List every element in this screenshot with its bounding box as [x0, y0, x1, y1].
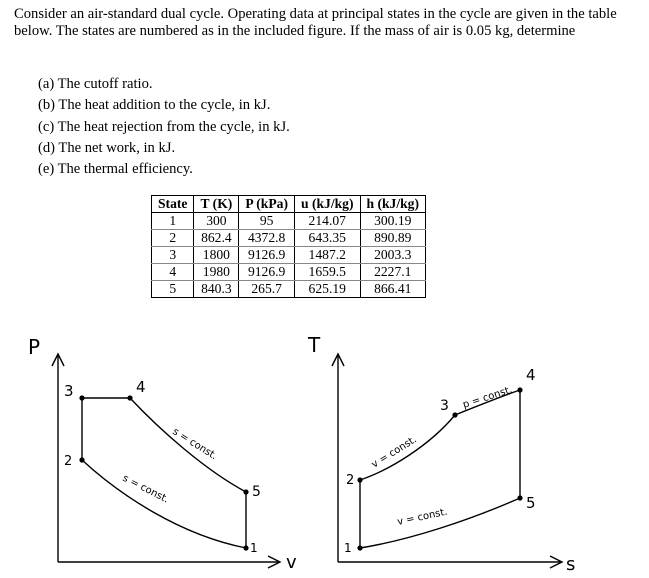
table-cell: 300 [194, 213, 239, 230]
table-cell: 840.3 [194, 281, 239, 298]
state-table [151, 195, 426, 298]
table-row [152, 230, 426, 247]
ts-annotation-p: p = const. [461, 384, 514, 411]
table-cell: 1980 [194, 264, 239, 281]
pv-label-3: 3 [64, 382, 74, 400]
pv-x-axis-label: v [286, 552, 297, 573]
header-state: State [152, 196, 194, 213]
table-cell: 9126.9 [239, 247, 295, 264]
table-row [152, 247, 426, 264]
question-a: (a) The cutoff ratio. [38, 76, 153, 92]
pv-point-4 [127, 395, 132, 400]
table-cell: 5 [152, 281, 194, 298]
table-cell: 2227.1 [360, 264, 426, 281]
header-internal-energy: u (kJ/kg) [294, 196, 360, 213]
header-enthalpy: h (kJ/kg) [360, 196, 426, 213]
table-row [152, 264, 426, 281]
question-c: (c) The heat rejection from the cycle, in kJ. [38, 118, 290, 135]
ts-point-1 [357, 545, 362, 550]
table-cell: 300.19 [360, 213, 426, 230]
table-cell: 9126.9 [239, 264, 295, 281]
cycle-diagrams [0, 320, 649, 578]
ts-point-4 [517, 387, 522, 392]
table-cell: 643.35 [294, 230, 360, 247]
ts-x-axis-label: s [566, 554, 576, 575]
header-temperature: T (K) [194, 196, 239, 213]
table-cell: 4 [152, 264, 194, 281]
question-list [38, 74, 290, 180]
ts-y-axis-label: T [308, 333, 321, 357]
table-row [152, 281, 426, 298]
table-header-row [152, 196, 426, 213]
question-d: (d) The net work, in kJ. [38, 139, 176, 156]
ts-label-5: 5 [526, 494, 536, 512]
pv-y-axis-label: P [28, 335, 41, 359]
table-cell: 2 [152, 230, 194, 247]
pv-label-2: 2 [64, 454, 73, 469]
table-cell: 1487.2 [294, 247, 360, 264]
question-b: (b) The heat addition to the cycle, in kJ. [38, 97, 271, 114]
pv-point-5 [243, 489, 248, 494]
table-cell: 1800 [194, 247, 239, 264]
table-cell: 95 [239, 213, 295, 230]
table-cell: 890.89 [360, 230, 426, 247]
pv-label-4: 4 [136, 378, 146, 396]
ts-annotation-v-lower: v = const. [396, 506, 449, 528]
table-row [152, 213, 426, 230]
ts-diagram [332, 354, 562, 568]
pv-annotation-lower: s = const. [120, 472, 171, 506]
pv-diagram [52, 354, 280, 568]
ts-annotation-v-upper: v = const. [369, 434, 419, 471]
table-cell: 625.19 [294, 281, 360, 298]
ts-point-5 [517, 495, 522, 500]
header-pressure: P (kPa) [239, 196, 295, 213]
ts-label-3: 3 [440, 398, 449, 414]
pv-label-5: 5 [252, 484, 261, 500]
ts-point-2 [357, 477, 362, 482]
pv-annotation-upper: s = const. [170, 426, 219, 463]
pv-state-points [79, 395, 248, 550]
table-cell: 1659.5 [294, 264, 360, 281]
table-cell: 265.7 [239, 281, 295, 298]
ts-label-4: 4 [526, 366, 536, 384]
table-cell: 1 [152, 213, 194, 230]
pv-point-3 [79, 395, 84, 400]
problem-intro: Consider an air-standard dual cycle. Operating data at principal states in the cycle are given in the table below. The states are numbered as in the included figure. If the mass of air is 0.05 kg, determine [14, 6, 617, 39]
pv-point-1 [243, 545, 248, 550]
question-e: (e) The thermal efficiency. [38, 161, 193, 178]
table-cell: 3 [152, 247, 194, 264]
ts-point-3 [452, 412, 457, 417]
pv-point-2 [79, 457, 84, 462]
ts-label-2: 2 [346, 473, 355, 488]
ts-label-1: 1 [344, 541, 352, 555]
table-cell: 4372.8 [239, 230, 295, 247]
table-cell: 2003.3 [360, 247, 426, 264]
table-cell: 214.07 [294, 213, 360, 230]
table-cell: 866.41 [360, 281, 426, 298]
ts-process-5-1 [360, 498, 520, 548]
table-cell: 862.4 [194, 230, 239, 247]
pv-label-1: 1 [250, 541, 258, 555]
